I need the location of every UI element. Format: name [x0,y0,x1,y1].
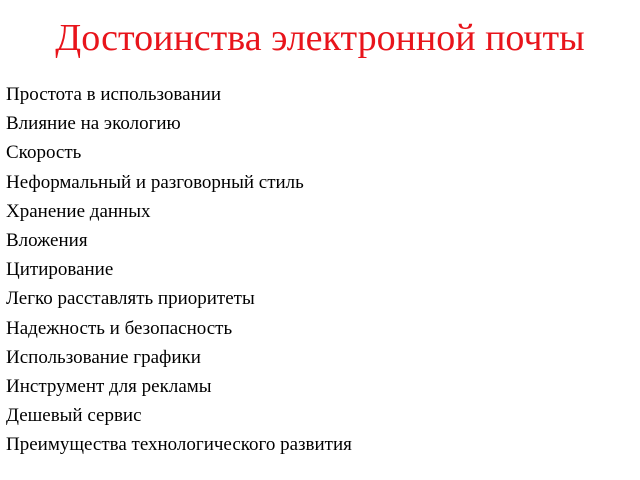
list-item: Легко расставлять приоритеты [6,288,255,310]
list-item: Инструмент для рекламы [6,375,212,397]
list-item: Вложения [6,229,88,251]
list-item: Преимущества технологического развития [6,434,352,456]
list-item: Неформальный и разговорный стиль [6,171,304,193]
list-item: Цитирование [6,259,114,281]
advantages-list [6,80,352,459]
list-item: Использование графики [6,346,201,368]
slide-title: Достоинства электронной почты [55,17,585,59]
list-item: Надежность и безопасность [6,317,233,339]
list-item: Дешевый сервис [6,405,142,427]
list-item: Влияние на экологию [6,113,181,135]
list-item: Простота в использовании [6,84,222,105]
list-item: Хранение данных [6,200,151,222]
list-item: Скорость [6,142,82,164]
